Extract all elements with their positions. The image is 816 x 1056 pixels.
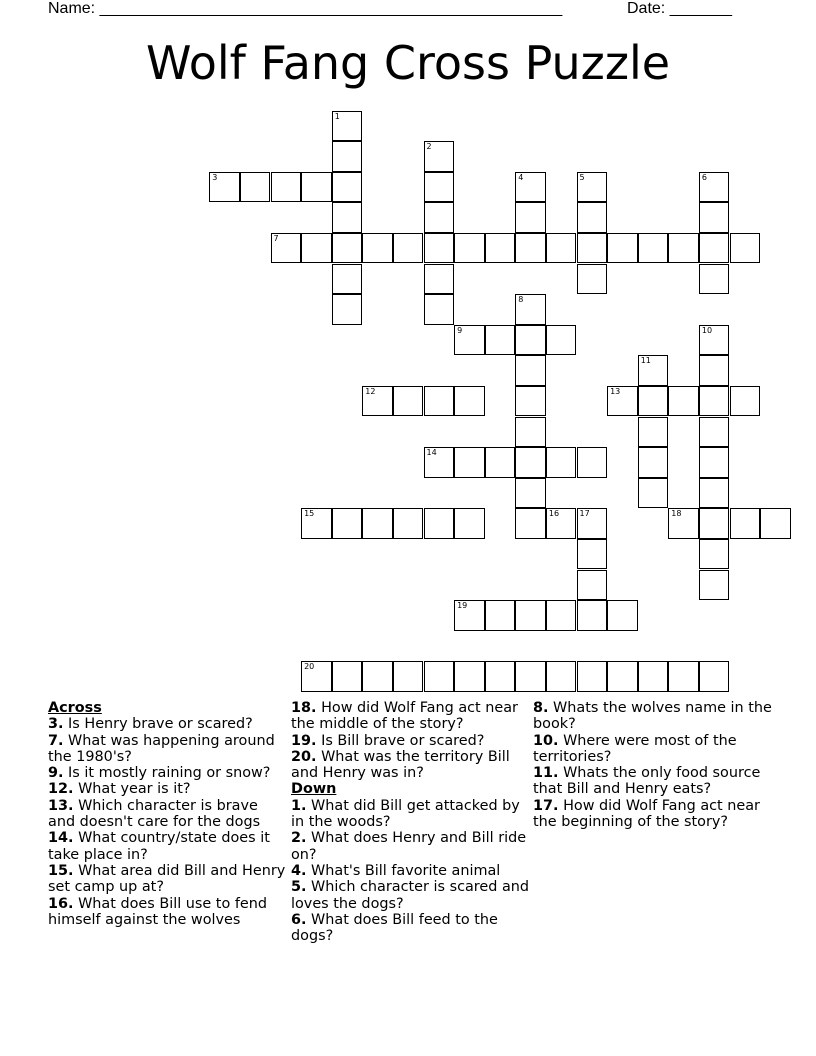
grid-cell[interactable] bbox=[454, 447, 485, 478]
clue-number: 2. bbox=[291, 830, 307, 847]
clues-column-1 bbox=[48, 700, 288, 928]
grid-cell[interactable] bbox=[577, 172, 608, 203]
clue-text: Whats the only food source that Bill and Henry eats? bbox=[533, 765, 761, 798]
grid-cell[interactable] bbox=[271, 233, 302, 264]
grid-cell[interactable] bbox=[332, 661, 363, 692]
grid-cell[interactable] bbox=[332, 233, 363, 264]
grid-cell[interactable] bbox=[515, 172, 546, 203]
cell-number: 3 bbox=[212, 172, 218, 182]
grid-cell[interactable] bbox=[607, 661, 638, 692]
grid-cell[interactable] bbox=[577, 447, 608, 478]
grid-cell[interactable] bbox=[393, 233, 424, 264]
clue-number: 4. bbox=[291, 862, 307, 879]
grid-cell[interactable] bbox=[699, 172, 730, 203]
across-clue bbox=[291, 749, 531, 782]
grid-cell[interactable] bbox=[454, 386, 485, 417]
grid-cell[interactable] bbox=[546, 508, 577, 539]
grid-cell[interactable] bbox=[424, 264, 455, 295]
clue-number: 14. bbox=[48, 830, 74, 847]
cell-number: 16 bbox=[548, 509, 560, 519]
grid-cell[interactable] bbox=[362, 661, 393, 692]
grid-cell[interactable] bbox=[515, 478, 546, 509]
grid-cell[interactable] bbox=[332, 264, 363, 295]
clue-text: Is it mostly raining or snow? bbox=[63, 765, 271, 782]
grid-cell[interactable] bbox=[638, 386, 669, 417]
clue-number: 5. bbox=[291, 879, 307, 896]
grid-cell[interactable] bbox=[271, 172, 302, 203]
grid-cell[interactable] bbox=[577, 264, 608, 295]
grid-cell[interactable] bbox=[515, 447, 546, 478]
across-clue bbox=[48, 863, 288, 896]
clue-number: 7. bbox=[48, 732, 64, 749]
cell-number: 1 bbox=[334, 111, 340, 121]
grid-cell[interactable] bbox=[485, 325, 516, 356]
across-clue bbox=[291, 700, 531, 733]
grid-cell[interactable] bbox=[485, 447, 516, 478]
grid-cell[interactable] bbox=[546, 447, 577, 478]
across-clue-list-part2 bbox=[291, 700, 531, 781]
grid-cell[interactable] bbox=[485, 661, 516, 692]
clues-column-2 bbox=[291, 700, 531, 944]
clue-text: Which character is brave and doesn't care for the dogs bbox=[48, 797, 261, 831]
clue-text: Which character is scared and loves the dogs? bbox=[291, 879, 530, 912]
grid-cell[interactable] bbox=[301, 508, 332, 539]
grid-cell[interactable] bbox=[485, 233, 516, 264]
cell-number: 10 bbox=[701, 325, 713, 335]
down-clue bbox=[291, 912, 531, 945]
grid-cell[interactable] bbox=[362, 386, 393, 417]
cell-number: 4 bbox=[518, 172, 524, 182]
clue-text: What country/state does it take place in? bbox=[48, 830, 270, 863]
down-clue-list-part1 bbox=[291, 798, 531, 945]
cell-number: 9 bbox=[457, 325, 463, 335]
cell-number: 2 bbox=[426, 142, 432, 152]
grid-cell[interactable] bbox=[332, 202, 363, 233]
grid-cell[interactable] bbox=[209, 172, 240, 203]
clue-number: 1. bbox=[291, 797, 307, 814]
clue-text: What did Bill get attacked by in the woods? bbox=[291, 797, 520, 831]
grid-cell[interactable] bbox=[515, 202, 546, 233]
grid-cell[interactable] bbox=[424, 172, 455, 203]
grid-cell[interactable] bbox=[577, 202, 608, 233]
cell-number: 15 bbox=[304, 509, 315, 519]
clue-number: 13. bbox=[48, 797, 74, 814]
grid-cell[interactable] bbox=[638, 447, 669, 478]
grid-cell[interactable] bbox=[638, 478, 669, 509]
clue-text: What does Bill use to fend himself against the wolves bbox=[48, 895, 268, 928]
across-clue bbox=[48, 896, 288, 929]
down-clue-list-part2 bbox=[533, 700, 773, 830]
grid-cell[interactable] bbox=[424, 294, 455, 325]
grid-cell[interactable] bbox=[301, 661, 332, 692]
grid-cell[interactable] bbox=[699, 570, 730, 601]
grid-cell[interactable] bbox=[546, 233, 577, 264]
grid-cell[interactable] bbox=[424, 661, 455, 692]
date-field-label[interactable]: Date: _______ bbox=[627, 0, 732, 17]
cell-number: 5 bbox=[579, 172, 585, 182]
down-clue bbox=[291, 798, 531, 831]
cell-number: 7 bbox=[273, 233, 279, 243]
grid-cell[interactable] bbox=[577, 508, 608, 539]
grid-cell[interactable] bbox=[699, 539, 730, 570]
grid-cell[interactable] bbox=[668, 508, 699, 539]
grid-cell[interactable] bbox=[515, 661, 546, 692]
grid-cell[interactable] bbox=[424, 141, 455, 172]
cell-number: 17 bbox=[579, 509, 590, 519]
grid-cell[interactable] bbox=[485, 600, 516, 631]
grid-cell[interactable] bbox=[546, 600, 577, 631]
clue-text: How did Wolf Fang act near the beginning of the story? bbox=[533, 797, 760, 831]
clue-text: What year is it? bbox=[73, 781, 191, 798]
grid-cell[interactable] bbox=[393, 508, 424, 539]
grid-cell[interactable] bbox=[730, 386, 761, 417]
across-clue bbox=[48, 798, 288, 831]
grid-cell[interactable] bbox=[454, 233, 485, 264]
across-clue bbox=[48, 733, 288, 766]
down-clue bbox=[533, 733, 773, 766]
grid-cell[interactable] bbox=[699, 202, 730, 233]
grid-cell[interactable] bbox=[515, 600, 546, 631]
across-clue bbox=[291, 733, 531, 749]
grid-cell[interactable] bbox=[668, 233, 699, 264]
across-heading: Across bbox=[48, 700, 102, 716]
grid-cell[interactable] bbox=[454, 661, 485, 692]
name-field-label[interactable]: Name: ____________________________________________________ bbox=[48, 0, 563, 17]
page-title: Wolf Fang Cross Puzzle bbox=[145, 36, 671, 90]
clue-number: 15. bbox=[48, 862, 74, 879]
grid-cell[interactable] bbox=[301, 233, 332, 264]
clue-number: 16. bbox=[48, 895, 74, 912]
grid-cell[interactable] bbox=[362, 508, 393, 539]
down-clue bbox=[533, 765, 773, 798]
grid-cell[interactable] bbox=[515, 325, 546, 356]
grid-cell[interactable] bbox=[638, 233, 669, 264]
grid-cell[interactable] bbox=[760, 508, 791, 539]
grid-cell[interactable] bbox=[424, 508, 455, 539]
clue-number: 17. bbox=[533, 797, 559, 814]
cell-number: 6 bbox=[701, 172, 707, 182]
clue-number: 11. bbox=[533, 765, 559, 782]
clue-text: How did Wolf Fang act near the middle of the story? bbox=[291, 700, 518, 733]
clue-text: Is Bill brave or scared? bbox=[316, 732, 485, 749]
grid-cell[interactable] bbox=[730, 508, 761, 539]
grid-cell[interactable] bbox=[577, 570, 608, 601]
cell-number: 8 bbox=[518, 295, 524, 305]
grid-cell[interactable] bbox=[699, 478, 730, 509]
clue-text: Is Henry brave or scared? bbox=[63, 716, 253, 733]
grid-cell[interactable] bbox=[577, 600, 608, 631]
grid-cell[interactable] bbox=[240, 172, 271, 203]
grid-cell[interactable] bbox=[546, 325, 577, 356]
cell-number: 20 bbox=[304, 662, 315, 672]
clue-number: 12. bbox=[48, 781, 74, 798]
grid-cell[interactable] bbox=[699, 325, 730, 356]
clue-text: What's Bill favorite animal bbox=[306, 862, 501, 879]
grid-cell[interactable] bbox=[454, 600, 485, 631]
grid-cell[interactable] bbox=[424, 202, 455, 233]
across-clue bbox=[48, 765, 288, 781]
grid-cell[interactable] bbox=[668, 661, 699, 692]
grid-cell[interactable] bbox=[730, 233, 761, 264]
grid-cell[interactable] bbox=[699, 417, 730, 448]
grid-cell[interactable] bbox=[332, 508, 363, 539]
clue-text: What does Henry and Bill ride on? bbox=[291, 830, 527, 863]
grid-cell[interactable] bbox=[515, 355, 546, 386]
clue-number: 9. bbox=[48, 765, 64, 782]
clue-text: What does Bill feed to the dogs? bbox=[291, 911, 498, 945]
down-clue bbox=[291, 830, 531, 863]
grid-cell[interactable] bbox=[332, 294, 363, 325]
grid-cell[interactable] bbox=[546, 661, 577, 692]
grid-cell[interactable] bbox=[699, 355, 730, 386]
cell-number: 18 bbox=[671, 509, 682, 519]
grid-cell[interactable] bbox=[699, 447, 730, 478]
grid-cell[interactable] bbox=[607, 233, 638, 264]
grid-cell[interactable] bbox=[515, 508, 546, 539]
grid-cell[interactable] bbox=[424, 233, 455, 264]
grid-cell[interactable] bbox=[332, 172, 363, 203]
grid-cell[interactable] bbox=[668, 386, 699, 417]
grid-cell[interactable] bbox=[515, 294, 546, 325]
clue-number: 19. bbox=[291, 732, 317, 749]
grid-cell[interactable] bbox=[393, 661, 424, 692]
across-clue bbox=[48, 716, 288, 732]
grid-cell[interactable] bbox=[699, 386, 730, 417]
grid-cell[interactable] bbox=[301, 172, 332, 203]
across-clue bbox=[48, 830, 288, 863]
grid-cell[interactable] bbox=[515, 233, 546, 264]
grid-cell[interactable] bbox=[332, 141, 363, 172]
clue-text: What was happening around the 1980's? bbox=[48, 732, 275, 765]
cell-number: 13 bbox=[610, 386, 621, 396]
clue-number: 20. bbox=[291, 748, 317, 765]
grid-cell[interactable] bbox=[699, 508, 730, 539]
grid-cell[interactable] bbox=[332, 111, 363, 142]
cell-number: 11 bbox=[640, 356, 651, 366]
grid-cell[interactable] bbox=[454, 508, 485, 539]
grid-cell[interactable] bbox=[699, 233, 730, 264]
grid-cell[interactable] bbox=[699, 661, 730, 692]
grid-cell[interactable] bbox=[454, 325, 485, 356]
clue-text: What area did Bill and Henry set camp up at? bbox=[48, 862, 286, 896]
grid-cell[interactable] bbox=[424, 447, 455, 478]
grid-cell[interactable] bbox=[362, 233, 393, 264]
clue-number: 6. bbox=[291, 911, 307, 928]
grid-cell[interactable] bbox=[607, 600, 638, 631]
clue-text: Whats the wolves name in the book? bbox=[533, 700, 772, 733]
cell-number: 14 bbox=[426, 448, 437, 458]
clue-number: 3. bbox=[48, 716, 64, 733]
clue-number: 18. bbox=[291, 700, 317, 716]
clue-text: Where were most of the territories? bbox=[533, 732, 737, 765]
grid-cell[interactable] bbox=[393, 386, 424, 417]
grid-cell[interactable] bbox=[577, 233, 608, 264]
down-clue bbox=[533, 700, 773, 733]
down-clue bbox=[291, 879, 531, 912]
clues-column-3 bbox=[533, 700, 773, 830]
clue-text: What was the territory Bill and Henry was in? bbox=[291, 748, 510, 782]
clue-number: 8. bbox=[533, 700, 549, 716]
across-clue bbox=[48, 781, 288, 797]
cell-number: 19 bbox=[457, 601, 468, 611]
grid-cell[interactable] bbox=[515, 386, 546, 417]
grid-cell[interactable] bbox=[638, 661, 669, 692]
grid-cell[interactable] bbox=[424, 386, 455, 417]
grid-cell[interactable] bbox=[515, 417, 546, 448]
grid-cell[interactable] bbox=[699, 264, 730, 295]
grid-cell[interactable] bbox=[638, 417, 669, 448]
clue-number: 10. bbox=[533, 732, 559, 749]
grid-cell[interactable] bbox=[638, 355, 669, 386]
cell-number: 12 bbox=[365, 386, 376, 396]
grid-cell[interactable] bbox=[607, 386, 638, 417]
down-heading: Down bbox=[291, 781, 337, 798]
down-clue bbox=[533, 798, 773, 831]
grid-cell[interactable] bbox=[577, 661, 608, 692]
across-clue-list-part1 bbox=[48, 716, 288, 928]
down-clue bbox=[291, 863, 531, 879]
grid-cell[interactable] bbox=[577, 539, 608, 570]
